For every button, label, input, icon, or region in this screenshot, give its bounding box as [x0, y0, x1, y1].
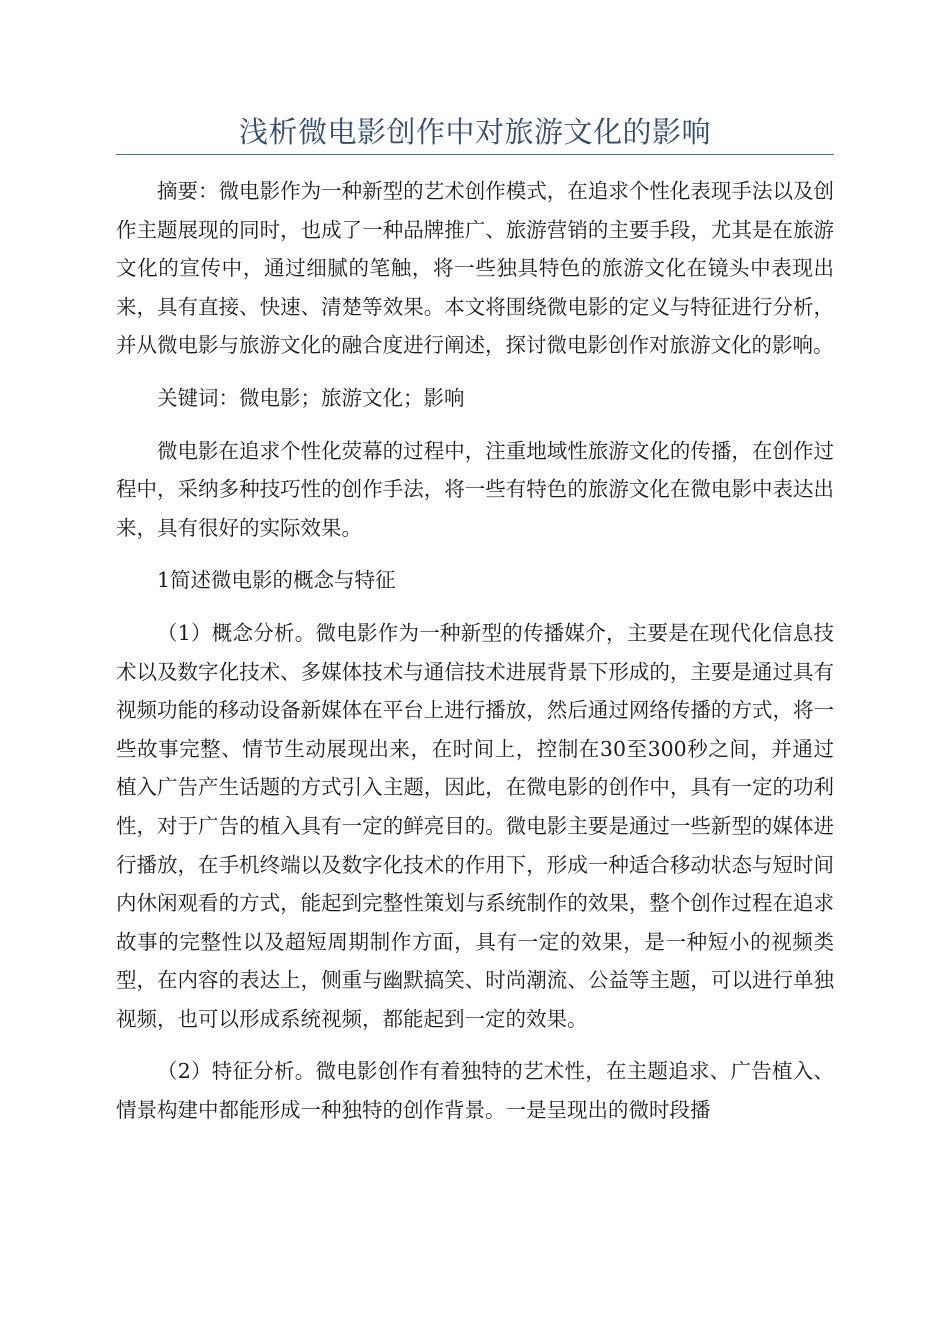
concept-paragraph: （1）概念分析。微电影作为一种新型的传播媒介，主要是在现代化信息技术以及数字化技术、多媒体技术与通信技术进展背景下形成的，主要是通过具有视频功能的移动设备新媒体在平台上进行播放，然后通过网络传播的方式，将一些故事完整、情节生动展现出来，在时间上，控制在30至300秒之间，并通过植入广告产生话题的方式引入主题，因此，在微电影的创作中，具有一定的功利性，对于广告的植入具有一定的鲜亮目的。微电影主要是通过一些新型的媒体进行播放，在手机终端以及数字化技术的作用下，形成一种适合移动状态与短时间内休闲观看的方式，能起到完整性策划与系统制作的效果，整个创作过程在追求故事的完整性以及超短周期制作方面，具有一定的效果，是一种短小的视频类型，在内容的表达上，侧重与幽默搞笑、时尚潮流、公益等主题，可以进行单独视频，也可以形成系统视频，都能起到一定的效果。	[116, 620, 834, 1031]
section-heading: 1简述微电影的概念与特征	[157, 568, 396, 593]
intro-paragraph: 微电影在追求个性化荧幕的过程中，注重地域性旅游文化的传播，在创作过程中，采纳多种技巧性的创作手法，将一些有特色的旅游文化在微电影中表达出来，具有很好的实际效果。	[116, 438, 834, 540]
title-underline	[116, 154, 834, 155]
abstract-paragraph: 摘要：微电影作为一种新型的艺术创作模式，在追求个性化表现手法以及创作主题展现的同时，也成了一种品牌推广、旅游营销的主要手段，尤其是在旅游文化的宣传中，通过细腻的笔触，将一些独具特色的旅游文化在镜头中表现出来，具有直接、快速、清楚等效果。本文将围绕微电影的定义与特征进行分析，并从微电影与旅游文化的融合度进行阐述，探讨微电影创作对旅游文化的影响。	[116, 179, 834, 358]
document-title: 浅析微电影创作中对旅游文化的影响	[238, 115, 711, 149]
document-body	[116, 172, 834, 1144]
feature-paragraph: （2）特征分析。微电影创作有着独特的艺术性，在主题追求、广告植入、情景构建中都能形成一种独特的创作背景。一是呈现出的微时段播	[116, 1059, 834, 1123]
keywords-paragraph: 关键词：微电影；旅游文化；影响	[157, 385, 465, 410]
